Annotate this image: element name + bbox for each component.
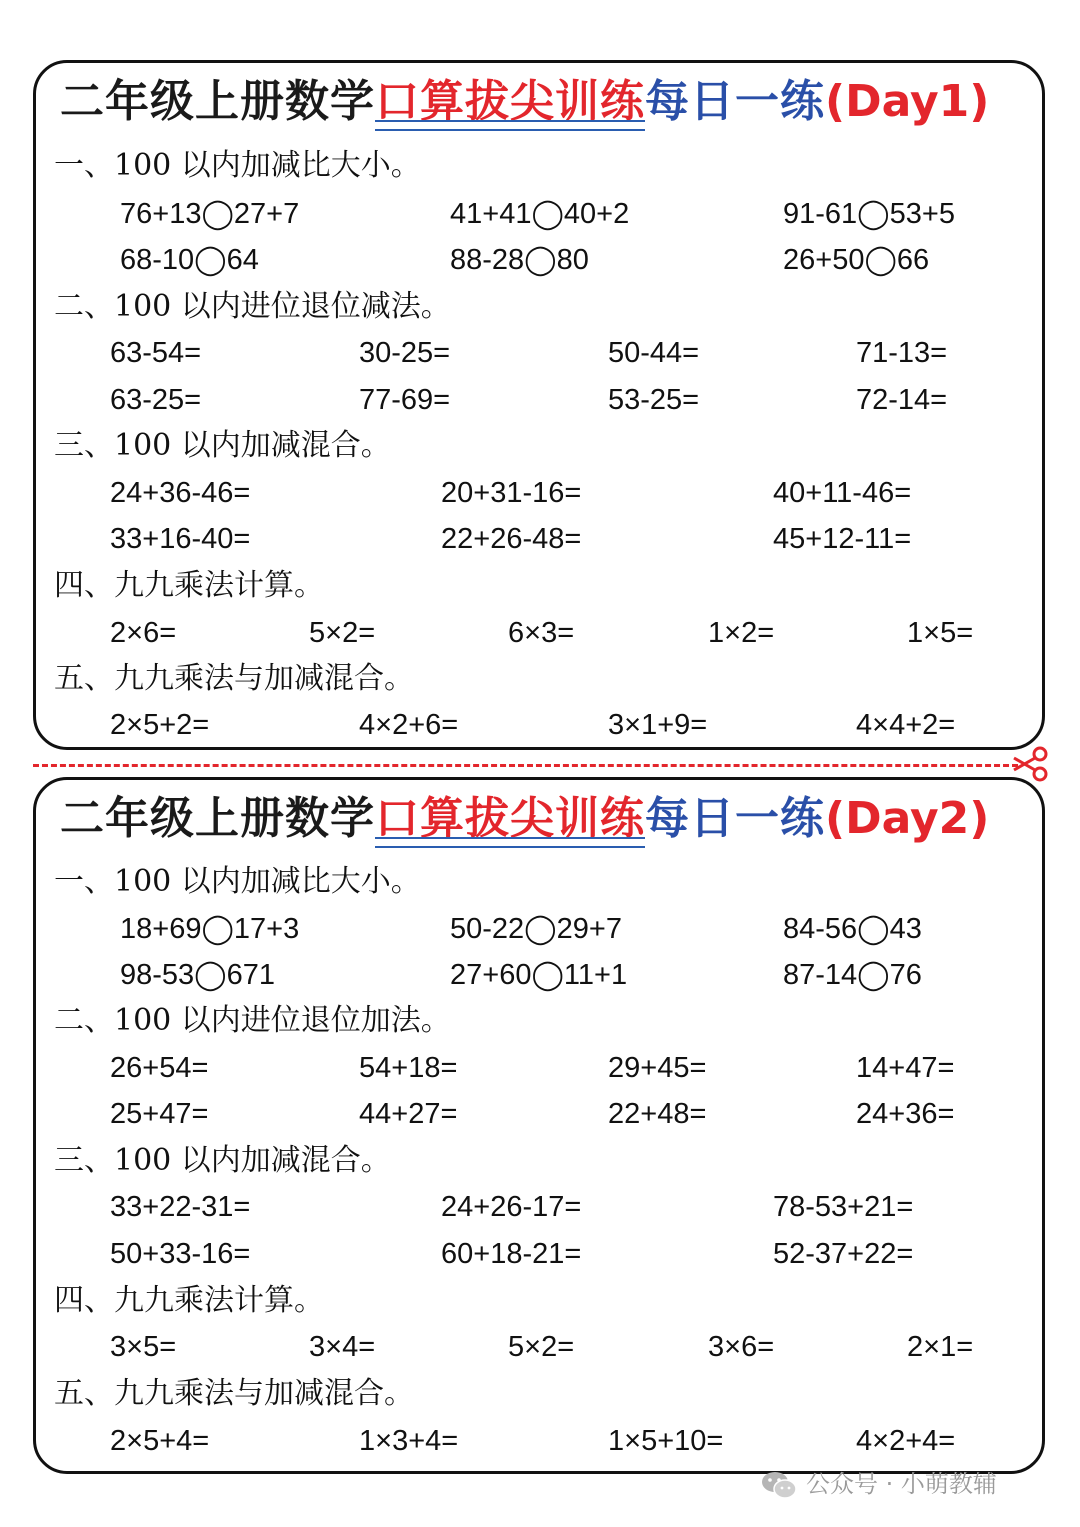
worksheet-title xyxy=(60,786,1030,852)
problem: 45+12-11= xyxy=(773,523,912,555)
problem: 63-25= xyxy=(110,384,202,416)
problem: 27+60◯11+1 xyxy=(450,959,628,991)
section-heading-subtraction: 二、100 以内进位退位减法。 xyxy=(54,289,451,324)
problem: 2×6= xyxy=(110,617,177,649)
worksheet-day1 xyxy=(33,60,1045,750)
problem: 71-13= xyxy=(856,337,948,369)
footer-text: 公众号 · 小萌教辅 xyxy=(806,1470,997,1498)
section-heading-addition: 二、100 以内进位退位加法。 xyxy=(54,1003,451,1038)
problem: 25+47= xyxy=(110,1098,209,1130)
problem: 40+11-46= xyxy=(773,477,912,509)
problem: 5×2= xyxy=(508,1331,575,1363)
problem: 53-25= xyxy=(608,384,700,416)
problem: 88-28◯80 xyxy=(450,244,589,276)
worksheet-title xyxy=(60,69,1030,135)
problem: 26+54= xyxy=(110,1052,209,1084)
problem: 2×1= xyxy=(907,1331,974,1363)
problem: 3×5= xyxy=(110,1331,177,1363)
problem: 3×4= xyxy=(309,1331,376,1363)
section-heading-mixed: 三、100 以内加减混合。 xyxy=(54,428,391,463)
problem: 78-53+21= xyxy=(773,1191,914,1223)
problem: 1×5= xyxy=(907,617,974,649)
section-heading-mult-mixed: 五、九九乘法与加减混合。 xyxy=(54,1376,414,1411)
problem: 3×6= xyxy=(708,1331,775,1363)
problem: 4×4+2= xyxy=(856,709,956,741)
problem: 6×3= xyxy=(508,617,575,649)
problem: 24+36= xyxy=(856,1098,955,1130)
problem: 41+41◯40+2 xyxy=(450,198,630,230)
problem: 50-22◯29+7 xyxy=(450,913,622,945)
problem: 20+31-16= xyxy=(441,477,582,509)
wechat-icon xyxy=(760,1470,798,1500)
title-grade: 二年级上册数学 xyxy=(60,76,375,127)
title-day: (Day2) xyxy=(825,793,990,844)
problem: 22+26-48= xyxy=(441,523,582,555)
problem: 50-44= xyxy=(608,337,700,369)
problem: 44+27= xyxy=(359,1098,458,1130)
problem: 91-61◯53+5 xyxy=(783,198,955,230)
problem: 24+26-17= xyxy=(441,1191,582,1223)
problem: 14+47= xyxy=(856,1052,955,1084)
title-day: (Day1) xyxy=(825,76,990,127)
section-heading-compare: 一、100 以内加减比大小。 xyxy=(54,148,421,183)
problem: 2×5+4= xyxy=(110,1425,210,1457)
problem: 50+33-16= xyxy=(110,1238,251,1270)
problem: 4×2+6= xyxy=(359,709,459,741)
problem: 63-54= xyxy=(110,337,202,369)
problem: 60+18-21= xyxy=(441,1238,582,1270)
problem: 22+48= xyxy=(608,1098,707,1130)
worksheet-day2 xyxy=(33,777,1045,1474)
title-training: 口算拔尖训练 xyxy=(375,69,645,135)
footer-watermark xyxy=(760,1466,1060,1502)
title-daily: 每日一练 xyxy=(645,793,825,844)
cut-line xyxy=(33,764,1018,767)
problem: 68-10◯64 xyxy=(120,244,259,276)
section-heading-mixed: 三、100 以内加减混合。 xyxy=(54,1143,391,1178)
problem: 52-37+22= xyxy=(773,1238,914,1270)
problem: 33+16-40= xyxy=(110,523,251,555)
title-daily: 每日一练 xyxy=(645,76,825,127)
problem: 29+45= xyxy=(608,1052,707,1084)
problem: 26+50◯66 xyxy=(783,244,930,276)
problem: 72-14= xyxy=(856,384,948,416)
problem: 30-25= xyxy=(359,337,451,369)
title-training: 口算拔尖训练 xyxy=(375,786,645,852)
problem: 54+18= xyxy=(359,1052,458,1084)
problem: 77-69= xyxy=(359,384,451,416)
problem: 4×2+4= xyxy=(856,1425,956,1457)
title-grade: 二年级上册数学 xyxy=(60,793,375,844)
problem: 76+13◯27+7 xyxy=(120,198,300,230)
section-heading-compare: 一、100 以内加减比大小。 xyxy=(54,864,421,899)
problem: 3×1+9= xyxy=(608,709,708,741)
section-heading-mult-mixed: 五、九九乘法与加减混合。 xyxy=(54,661,414,696)
problem: 5×2= xyxy=(309,617,376,649)
problem: 2×5+2= xyxy=(110,709,210,741)
problem: 24+36-46= xyxy=(110,477,251,509)
problem: 1×3+4= xyxy=(359,1425,459,1457)
section-heading-multiplication: 四、九九乘法计算。 xyxy=(54,1283,324,1318)
section-heading-multiplication: 四、九九乘法计算。 xyxy=(54,568,324,603)
problem: 1×5+10= xyxy=(608,1425,724,1457)
problem: 98-53◯671 xyxy=(120,959,276,991)
problem: 33+22-31= xyxy=(110,1191,251,1223)
problem: 1×2= xyxy=(708,617,775,649)
problem: 84-56◯43 xyxy=(783,913,922,945)
problem: 18+69◯17+3 xyxy=(120,913,300,945)
problem: 87-14◯76 xyxy=(783,959,922,991)
